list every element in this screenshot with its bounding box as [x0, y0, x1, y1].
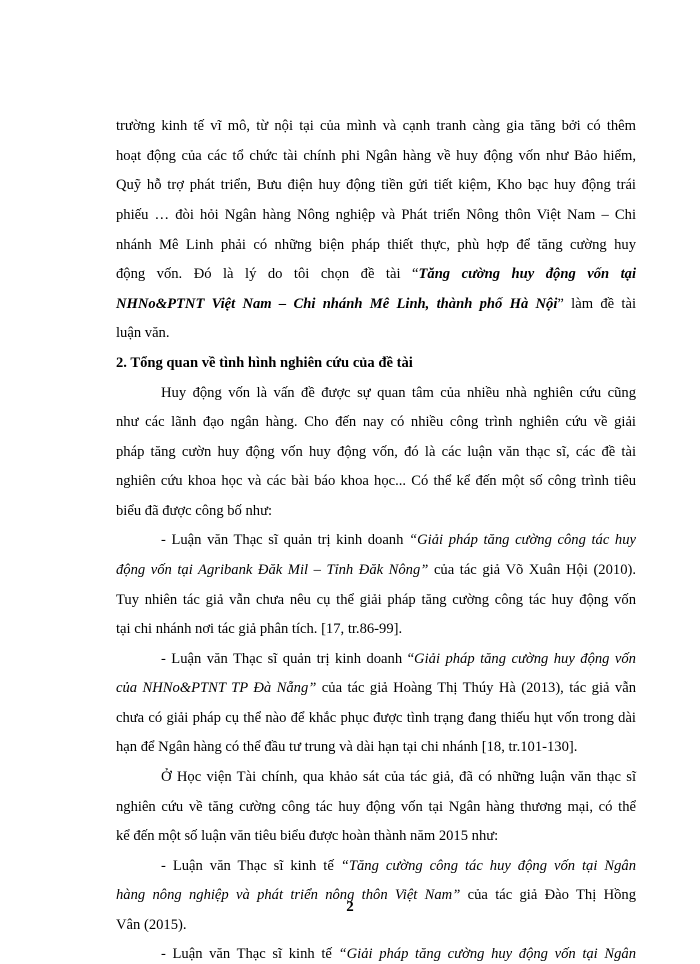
text-line: hạn để Ngân hàng có thể đầu tư trung và dài hạn tại chi nhánh [18, tr.101-130]. [116, 739, 578, 755]
text-line: luận văn. [116, 325, 170, 341]
text-line: nghiên cứu khoa học và các bài báo khoa học... Có thể kể đến một số công trình tiêu [116, 473, 636, 489]
text-line: động vốn. Đó là lý do tôi chọn đề tài “Tăng cường huy động vốn tại [116, 266, 636, 282]
text-line: như các lãnh đạo ngân hàng. Cho đến nay có nhiều công trình nghiên cứu về giải [116, 414, 636, 430]
section-heading: 2. Tổng quan về tình hình nghiên cứu của đề tài [116, 355, 413, 371]
text-line: pháp tăng cườn huy động vốn huy động vốn, đó là các luận văn thạc sĩ, các đề tài [116, 444, 636, 460]
list-item: - Luận văn Thạc sĩ kinh tế “Giải pháp tăng cường huy động vốn tại Ngân [161, 946, 637, 962]
text-line: nghiên cứu về tăng cường công tác huy động vốn tại Ngân hàng thương mại, có thể [116, 799, 636, 815]
list-item: - Luận văn Thạc sĩ quản trị kinh doanh “Giải pháp tăng cường công tác huy [161, 532, 636, 548]
text-line: động vốn tại Agribank Đăk Mil – Tỉnh Đăk Nông” của tác giả Võ Xuân Hội (2010). [116, 562, 637, 578]
list-item: - Luận văn Thạc sĩ kinh tế “Tăng cường công tác huy động vốn tại Ngân [161, 858, 636, 874]
text-line: Ở Học viện Tài chính, qua khảo sát của tác giả, đã có những luận văn thạc sĩ [161, 769, 636, 785]
text-line: chưa có giải pháp cụ thể nào để khắc phục được tình trạng đang thiếu hụt vốn trong dài [116, 710, 636, 726]
text-line: hoạt động của các tổ chức tài chính phi Ngân hàng về huy động vốn như Bảo hiểm, [116, 148, 636, 164]
text-line: nhánh Mê Linh phải có những biện pháp thiết thực, phù hợp để tăng cường huy [116, 237, 636, 253]
text-line: của NHNo&PTNT TP Đà Nẵng” của tác giả Hoàng Thị Thúy Hà (2013), tác giả vẫn [116, 680, 636, 696]
text-line: Quỹ hỗ trợ phát triển, Bưu điện huy động tiền gửi tiết kiệm, Kho bạc huy động trái [116, 177, 636, 193]
text-line: Huy động vốn là vấn đề được sự quan tâm của nhiều nhà nghiên cứu cũng [161, 385, 636, 401]
page-number: 2 [346, 899, 354, 915]
text-line: trường kinh tế vĩ mô, từ nội tại của mình và cạnh tranh càng gia tăng bởi có thêm [116, 118, 636, 134]
text-line: phiếu … đòi hỏi Ngân hàng Nông nghiệp và Phát triển Nông thôn Việt Nam – Chi [116, 207, 636, 223]
text-line: kể đến một số luận văn tiêu biểu được hoàn thành năm 2015 như: [116, 828, 499, 844]
text-line: Vân (2015). [116, 917, 187, 933]
list-item: - Luận văn Thạc sĩ quản trị kinh doanh “Giải pháp tăng cường huy động vốn [161, 651, 636, 667]
thesis-title: Tăng cường huy động vốn tại [418, 266, 636, 282]
text-line: Tuy nhiên tác giả vẫn chưa nêu cụ thể giải pháp tăng cường công tác huy động vốn [116, 592, 636, 608]
text-line: biểu đã được công bố như: [116, 503, 273, 519]
text-line: NHNo&PTNT Việt Nam – Chi nhánh Mê Linh, thành phố Hà Nội” làm đề tài [116, 296, 636, 312]
text-line: tại chi nhánh nơi tác giả phân tích. [17, tr.86-99]. [116, 621, 403, 637]
text-line: hàng nông nghiệp và phát triển nông thôn Việt Nam” của tác giả Đào Thị Hồng [116, 887, 636, 903]
thesis-title: NHNo&PTNT Việt Nam – Chi nhánh Mê Linh, thành phố Hà Nội [116, 296, 558, 312]
